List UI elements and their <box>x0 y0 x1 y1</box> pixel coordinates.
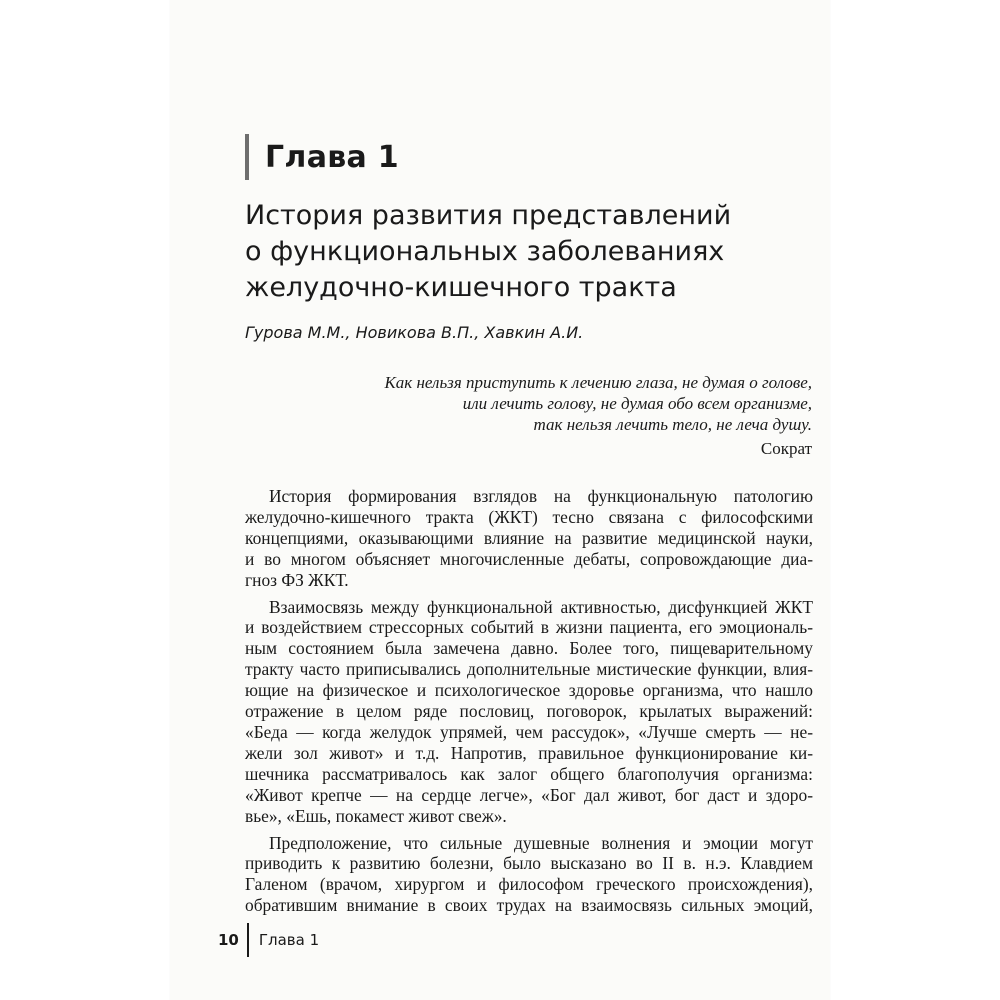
running-head: Глава 1 <box>258 931 320 949</box>
text-line: История формирования взглядов на функциональную патологию <box>269 486 813 506</box>
chapter-label: Глава 1 <box>265 139 399 175</box>
text-line: тракту часто приписывались дополнительные мистические функции, влия- <box>245 659 813 680</box>
text-line: «Беда — когда желудок упрямей, чем рассудок», «Лучше смерть — не- <box>245 721 813 742</box>
text-line: отражение в целом ряде пословиц, поговорок, крылатых выражений: <box>245 701 813 722</box>
chapter-title-line: о функциональных заболеваниях <box>245 236 725 267</box>
text-line: жели зол живот» и т.д. Напротив, правильное функционирование ки- <box>245 742 813 763</box>
text-line: приводить к развитию болезни, было высказано во II в. н.э. Клавдием <box>245 853 813 874</box>
text-line: Взаимосвязь между функциональной активностью, дисфункцией ЖКТ <box>269 596 813 617</box>
footer-divider <box>247 923 249 957</box>
page-footer <box>218 922 319 958</box>
text-line: и во многом объясняет многочисленные дебаты, сопровождающие диа- <box>245 548 813 569</box>
page-number: 10 <box>218 931 239 949</box>
text-line: ющие на физическое и психологическое здоровье организма, что нашло <box>245 680 813 701</box>
text-line: желудочно-кишечного тракта (ЖКТ) тесно связана с философскими <box>245 506 813 527</box>
paragraph <box>245 833 813 917</box>
text-line: концепциями, оказывающими влияние на развитие медицинской науки, <box>245 527 813 548</box>
chapter-title <box>245 198 805 306</box>
paragraph <box>245 597 813 827</box>
epigraph-line: так нельзя лечить тело, не леча душу. <box>533 415 812 434</box>
epigraph-line: или лечить голову, не думая обо всем организме, <box>462 394 812 413</box>
chapter-title-line: История развития представлений <box>245 200 732 231</box>
epigraph <box>292 372 812 459</box>
epigraph-author: Сократ <box>760 439 812 458</box>
text-line: Предположение, что сильные душевные волнения и эмоции могут <box>269 832 813 853</box>
paragraph <box>245 486 813 591</box>
chapter-bar <box>245 134 249 180</box>
text-line: обратившим внимание в своих трудах на взаимосвязь сильных эмоций, <box>245 895 813 916</box>
text-line: и воздействием стрессорных событий в жизни пациента, его эмоциональ- <box>245 617 813 638</box>
text-line: шечника рассматривалось как залог общего благополучия организма: <box>245 763 813 784</box>
text-line: вье», «Ешь, покамест живот свеж». <box>245 805 507 826</box>
text-line: гноз ФЗ ЖКТ. <box>245 569 349 590</box>
body-text <box>245 486 813 922</box>
text-line: «Живот крепче — на сердце легче», «Бог дал живот, бог даст и здоро- <box>245 784 813 805</box>
epigraph-line: Как нельзя приступить к лечению глаза, не думая о голове, <box>384 373 812 392</box>
chapter-heading <box>245 134 399 180</box>
text-line: Галеном (врачом, хирургом и философом греческого происхождения), <box>245 874 813 895</box>
text-line: ным состоянием была замечена давно. Более того, пищеварительному <box>245 638 813 659</box>
chapter-title-line: желудочно-кишечного тракта <box>245 272 677 303</box>
authors: Гурова М.М., Новикова В.П., Хавкин А.И. <box>245 323 584 342</box>
